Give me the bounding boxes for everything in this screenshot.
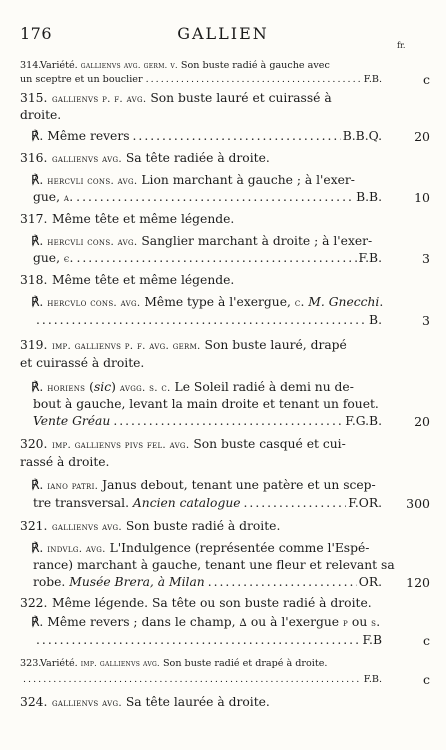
source-reference: sic <box>93 380 112 394</box>
rarity-metal-grade: F.G.B. <box>345 414 382 428</box>
description-text: L'Indulgence (représentée comme l'Espé- <box>105 541 370 555</box>
source-reference: Vente Gréau <box>33 414 111 428</box>
description-text: ℟. <box>31 478 48 492</box>
description-text: Son buste radié à droite. <box>121 519 281 533</box>
price-value: 20 <box>414 414 430 429</box>
rarity-metal-grade: F.B. <box>363 674 382 685</box>
entry-text <box>52 151 270 167</box>
coin-legend: gallienvs avg. <box>52 153 122 165</box>
entry-text <box>33 496 241 511</box>
entry-text <box>31 295 383 311</box>
description-text: robe. <box>33 575 70 589</box>
entry-text <box>33 414 110 429</box>
price-value: c <box>422 672 430 687</box>
description-text: ou à l'exergue <box>246 615 343 629</box>
coin-legend: horiens <box>47 382 86 394</box>
description-text: Son buste radié à gauche avec <box>177 60 330 71</box>
coin-legend: hercvlo cons. avg. <box>47 297 141 309</box>
description-text: Même tête et même légende. <box>52 212 235 226</box>
description-text: Son buste lauré, drapé <box>200 338 347 352</box>
rarity-metal-grade: F.B. <box>358 251 382 265</box>
price-value: 300 <box>406 496 430 511</box>
price-value: 10 <box>414 190 430 205</box>
entry-text <box>40 58 330 73</box>
coin-legend: s <box>371 617 377 629</box>
page-title: GALLIEN <box>177 24 269 43</box>
description-text: un sceptre et un bouclier <box>20 74 143 85</box>
source-reference: Ancien catalogue <box>132 496 241 510</box>
description-text: rassé à droite. <box>20 455 110 469</box>
entry-text <box>33 251 73 267</box>
entry-text <box>20 356 144 371</box>
leader-dots <box>133 129 382 144</box>
coin-legend: p <box>343 617 349 629</box>
description-text: Sanglier marchant à droite ; à l'exer- <box>137 234 373 248</box>
description-text: Janus debout, tenant une patère et un scep- <box>98 478 376 492</box>
entry-text <box>52 437 346 453</box>
page-number: 176 <box>20 24 53 43</box>
description-text: . <box>69 251 74 265</box>
leader-dots <box>208 575 382 590</box>
entry-number: 320. <box>20 437 48 451</box>
entry-text <box>31 478 376 494</box>
coin-legend: gallienvs avg. <box>52 521 122 533</box>
description-text: ℟. <box>31 295 48 309</box>
description-text: gue, <box>33 251 64 265</box>
description-text: ℟. <box>31 234 48 248</box>
rarity-metal-grade: F.B <box>362 633 382 647</box>
entry-text <box>33 397 379 412</box>
entry-text <box>52 695 270 711</box>
coin-legend: gallienvs p. f. avg. <box>52 93 147 105</box>
description-text: bout à gauche, levant la main droite et tenant un fouet. <box>33 397 379 411</box>
leader-dots <box>76 190 382 205</box>
price-value: c <box>422 72 430 87</box>
description-text: rance) marchant à gauche, tenant une fleur et relevant sa <box>33 558 395 572</box>
entry-text <box>31 234 372 250</box>
entry-number: 321. <box>20 519 48 533</box>
coin-legend: avgg. s. c. <box>119 382 171 394</box>
description-text: et cuirassé à droite. <box>20 356 145 370</box>
entry-number: 318. <box>20 273 48 287</box>
description-text: tre transversal. <box>33 496 133 510</box>
entry-text <box>31 173 355 189</box>
price-value: 20 <box>414 129 430 144</box>
description-text: ℟. <box>31 541 48 555</box>
description-text: Lion marchant à gauche ; à l'exer- <box>137 173 355 187</box>
rarity-metal-grade: F.OR. <box>348 496 382 510</box>
entry-text <box>52 91 332 107</box>
description-text: . <box>69 190 74 204</box>
rarity-metal-grade: B.B.Q. <box>342 129 382 143</box>
entry-number: 319. <box>20 338 48 352</box>
coin-legend: imp. gallienvs pivs fel. avg. <box>52 439 190 451</box>
entry-number: 314. <box>20 60 42 71</box>
coin-legend: є <box>63 253 70 265</box>
description-text: ( <box>85 380 94 394</box>
leader-dots <box>113 414 382 429</box>
source-reference: Musée Brera, à Milan <box>69 575 205 589</box>
coin-legend: indvlg. avg. <box>47 543 106 555</box>
rarity-metal-grade: B.B. <box>356 190 382 204</box>
description-text: gue, <box>33 190 64 204</box>
entry-number: 323. <box>20 658 42 669</box>
coin-legend: gallienvs avg. <box>52 697 122 709</box>
description-text: ℟. Même revers <box>31 129 130 143</box>
entry-text <box>20 455 109 470</box>
description-text: . <box>300 295 309 309</box>
coin-legend: c <box>294 297 301 309</box>
leader-dots <box>146 72 382 87</box>
description-text: ℟. Même revers ; dans le champ, <box>31 615 240 629</box>
entry-number: 322. <box>20 596 48 610</box>
entry-text <box>33 558 395 573</box>
entry-number: 315. <box>20 91 48 105</box>
price-value: 120 <box>406 575 430 590</box>
entry-text <box>20 108 61 123</box>
coin-legend: hercvli cons. avg. <box>47 236 138 248</box>
leader-dots <box>76 251 382 266</box>
description-text: ou <box>348 615 372 629</box>
price-value: c <box>422 633 430 648</box>
description-text: Même tête et même légende. <box>52 273 235 287</box>
leader-dots <box>36 313 382 328</box>
entry-text <box>33 575 205 590</box>
price-value: 3 <box>422 313 430 328</box>
price-unit-label: fr. <box>397 41 406 50</box>
coin-legend: gallienvs avg. germ. v. <box>80 61 178 70</box>
entry-text <box>52 273 234 288</box>
entry-number: 316. <box>20 151 48 165</box>
description-text: Son buste radié et drapé à droite. <box>159 658 328 669</box>
entry-text <box>31 615 380 631</box>
source-reference: M. Gnecchi <box>308 295 380 309</box>
coin-legend: ∆ <box>239 617 247 629</box>
entry-text <box>52 596 372 611</box>
description-text: ℟. <box>31 380 48 394</box>
entry-text <box>31 129 130 144</box>
entry-text <box>52 212 234 227</box>
entry-number: 317. <box>20 212 48 226</box>
description-text: Sa tête radiée à droite. <box>121 151 270 165</box>
description-text: . <box>379 295 384 309</box>
description-text: Son buste lauré et cuirassé à <box>146 91 332 105</box>
entry-text <box>31 541 369 557</box>
coin-legend: imp. gallienvs p. f. avg. germ. <box>52 340 201 352</box>
entry-text <box>33 190 73 206</box>
entry-text <box>52 338 347 354</box>
description-text: droite. <box>20 108 62 122</box>
leader-dots <box>23 672 382 687</box>
coin-legend: a <box>63 192 70 204</box>
description-text: Son buste casqué et cui- <box>189 437 346 451</box>
description-text: ) <box>111 380 120 394</box>
rarity-metal-grade: F.B. <box>363 74 382 85</box>
coin-legend: iano patri. <box>47 480 99 492</box>
description-text: Sa tête laurée à droite. <box>121 695 270 709</box>
price-value: 3 <box>422 251 430 266</box>
description-text: Le Soleil radié à demi nu de- <box>170 380 354 394</box>
coin-legend: hercvli cons. avg. <box>47 175 138 187</box>
rarity-metal-grade: OR. <box>358 575 382 589</box>
leader-dots <box>36 633 382 648</box>
leader-dots <box>244 496 382 511</box>
rarity-metal-grade: B. <box>369 313 382 327</box>
entry-text <box>52 519 280 535</box>
entry-text <box>31 380 354 396</box>
coin-legend: imp. gallienvs avg. <box>80 659 160 668</box>
description-text: . <box>376 615 381 629</box>
description-text: Même type à l'exergue, <box>140 295 295 309</box>
description-text: Variété. <box>40 60 81 71</box>
entry-text <box>40 656 327 671</box>
entry-text <box>20 72 143 87</box>
entry-number: 324. <box>20 695 48 709</box>
description-text: Variété. <box>40 658 81 669</box>
description-text: Même légende. Sa tête ou son buste radié à droite. <box>52 596 372 610</box>
description-text: ℟. <box>31 173 48 187</box>
